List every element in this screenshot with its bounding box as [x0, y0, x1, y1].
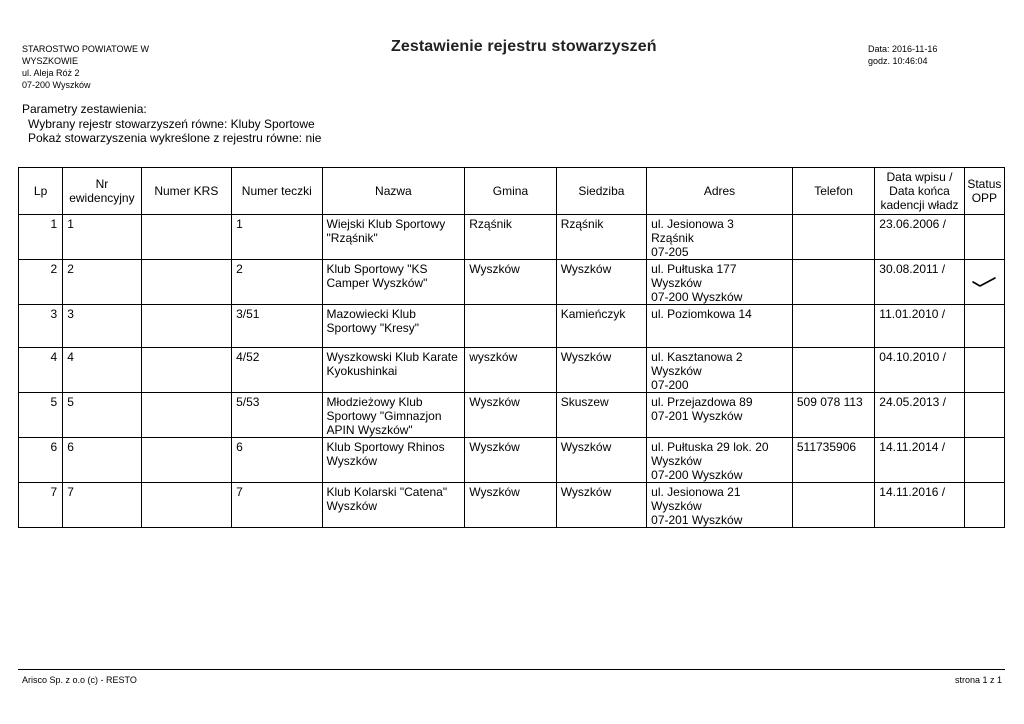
report-parameters — [22, 102, 321, 146]
cell-nr-ewidencyjny: 7 — [63, 483, 141, 528]
cell-nazwa: Wyszkowski Klub Karate Kyokushinkai — [322, 348, 465, 393]
column-header: Gmina — [465, 168, 556, 215]
register-table — [18, 167, 1005, 528]
cell-nr-ewidencyjny: 4 — [63, 348, 141, 393]
cell-telefon: 511735906 — [792, 438, 874, 483]
address-line: Wyszków — [651, 276, 702, 290]
cell-status-opp — [964, 260, 1004, 305]
checkmark-icon — [965, 276, 1004, 288]
cell-nazwa: Klub Kolarski "Catena" Wyszków — [322, 483, 465, 528]
cell-adres — [647, 305, 793, 348]
cell-lp: 2 — [19, 260, 63, 305]
cell-siedziba: Wyszków — [556, 348, 646, 393]
footer-copyright: Arisco Sp. z o.o (c) - RESTO — [22, 675, 137, 685]
column-header: Data wpisu / Data końca kadencji władz — [875, 168, 964, 215]
address-line: 07-200 Wyszków — [651, 290, 743, 304]
address-line: ul. Poziomkowa 14 — [651, 307, 752, 321]
cell-numer-krs — [141, 483, 231, 528]
cell-adres — [647, 483, 793, 528]
cell-numer-teczki: 5/53 — [232, 393, 322, 438]
cell-nazwa: Młodzieżowy Klub Sportowy "Gimnazjon APIN Wyszków" — [322, 393, 465, 438]
address-line: 07-205 — [651, 245, 689, 259]
cell-adres — [647, 348, 793, 393]
address-line: ul. Pułtuska 177 — [651, 262, 737, 276]
column-header: Telefon — [792, 168, 874, 215]
cell-status-opp — [964, 483, 1004, 528]
cell-gmina: wyszków — [465, 348, 556, 393]
cell-numer-krs — [141, 215, 231, 260]
address-line: ul. Kasztanowa 2 — [651, 350, 743, 364]
cell-lp: 1 — [19, 215, 63, 260]
column-header: Nazwa — [322, 168, 465, 215]
cell-lp: 4 — [19, 348, 63, 393]
document-title: Zestawienie rejestru stowarzyszeń — [391, 38, 657, 55]
cell-siedziba: Kamieńczyk — [556, 305, 646, 348]
cell-data-wpisu: 23.06.2006 / — [875, 215, 964, 260]
cell-gmina — [465, 305, 556, 348]
cell-numer-teczki: 6 — [232, 438, 322, 483]
cell-gmina: Wyszków — [465, 438, 556, 483]
cell-siedziba: Skuszew — [556, 393, 646, 438]
address-line: 07-201 Wyszków — [651, 409, 743, 423]
cell-data-wpisu: 30.08.2011 / — [875, 260, 964, 305]
page-number: strona 1 z 1 — [954, 675, 1002, 685]
cell-gmina: Wyszków — [465, 393, 556, 438]
cell-numer-krs — [141, 260, 231, 305]
address-line: Rząśnik — [651, 231, 694, 245]
footer-divider — [18, 669, 1005, 670]
org-line: ul. Aleja Róż 2 — [22, 68, 80, 78]
report-date: Data: 2016-11-16 — [868, 44, 938, 54]
cell-nr-ewidencyjny: 2 — [63, 260, 141, 305]
office-address — [22, 43, 149, 91]
cell-telefon — [792, 260, 874, 305]
column-header: Status OPP — [964, 168, 1004, 215]
table-row — [19, 260, 1005, 305]
address-line: Wyszków — [651, 364, 702, 378]
cell-siedziba: Wyszków — [556, 438, 646, 483]
address-line: 07-200 Wyszków — [651, 468, 743, 482]
cell-numer-teczki: 1 — [232, 215, 322, 260]
cell-adres — [647, 438, 793, 483]
cell-telefon: 509 078 113 — [792, 393, 874, 438]
cell-numer-teczki: 4/52 — [232, 348, 322, 393]
cell-gmina: Rząśnik — [465, 215, 556, 260]
address-line: Wyszków — [651, 499, 702, 513]
address-line: ul. Pułtuska 29 lok. 20 — [651, 440, 769, 454]
cell-numer-krs — [141, 438, 231, 483]
cell-gmina: Wyszków — [465, 483, 556, 528]
report-time: godz. 10:46:04 — [868, 56, 928, 66]
cell-siedziba: Wyszków — [556, 483, 646, 528]
table-row — [19, 348, 1005, 393]
table-row — [19, 393, 1005, 438]
column-header: Numer teczki — [232, 168, 322, 215]
cell-status-opp — [964, 438, 1004, 483]
address-line: ul. Jesionowa 21 — [651, 485, 741, 499]
cell-lp: 7 — [19, 483, 63, 528]
cell-adres — [647, 215, 793, 260]
address-line: 07-201 Wyszków — [651, 513, 743, 527]
cell-lp: 3 — [19, 305, 63, 348]
table-row — [19, 305, 1005, 348]
parameter-struck-off: Pokaż stowarzyszenia wykreślone z rejestru równe: nie — [28, 131, 322, 145]
table-row — [19, 483, 1005, 528]
cell-nazwa: Klub Sportowy Rhinos Wyszków — [322, 438, 465, 483]
cell-telefon — [792, 215, 874, 260]
cell-numer-teczki: 3/51 — [232, 305, 322, 348]
column-header: Nr ewidencyjny — [63, 168, 141, 215]
cell-data-wpisu: 24.05.2013 / — [875, 393, 964, 438]
column-header: Siedziba — [556, 168, 646, 215]
cell-status-opp — [964, 393, 1004, 438]
org-line: STAROSTWO POWIATOWE W — [22, 44, 149, 54]
cell-telefon — [792, 348, 874, 393]
address-line: 07-200 — [651, 378, 689, 392]
cell-lp: 6 — [19, 438, 63, 483]
table-row — [19, 438, 1005, 483]
cell-adres — [647, 260, 793, 305]
cell-gmina: Wyszków — [465, 260, 556, 305]
cell-numer-krs — [141, 393, 231, 438]
parameters-heading: Parametry zestawienia: — [22, 102, 147, 116]
cell-lp: 5 — [19, 393, 63, 438]
cell-telefon — [792, 483, 874, 528]
table-row — [19, 215, 1005, 260]
address-line: Wyszków — [651, 454, 702, 468]
cell-numer-krs — [141, 305, 231, 348]
parameter-register: Wybrany rejestr stowarzyszeń równe: Kluby Sportowe — [28, 116, 315, 131]
cell-numer-krs — [141, 348, 231, 393]
column-header: Adres — [647, 168, 793, 215]
cell-nr-ewidencyjny: 1 — [63, 215, 141, 260]
cell-telefon — [792, 305, 874, 348]
cell-adres — [647, 393, 793, 438]
column-header: Numer KRS — [141, 168, 231, 215]
org-line: 07-200 Wyszków — [22, 80, 91, 90]
cell-data-wpisu: 14.11.2014 / — [875, 438, 964, 483]
table-header-row — [19, 168, 1005, 215]
cell-data-wpisu: 14.11.2016 / — [875, 483, 964, 528]
cell-nr-ewidencyjny: 5 — [63, 393, 141, 438]
cell-status-opp — [964, 215, 1004, 260]
cell-nr-ewidencyjny: 6 — [63, 438, 141, 483]
cell-nr-ewidencyjny: 3 — [63, 305, 141, 348]
cell-status-opp — [964, 348, 1004, 393]
column-header: Lp — [19, 168, 63, 215]
cell-nazwa: Klub Sportowy "KS Camper Wyszków" — [322, 260, 465, 305]
cell-numer-teczki: 7 — [232, 483, 322, 528]
cell-siedziba: Wyszków — [556, 260, 646, 305]
cell-nazwa: Mazowiecki Klub Sportowy "Kresy" — [322, 305, 465, 348]
address-line: ul. Jesionowa 3 — [651, 217, 734, 231]
cell-numer-teczki: 2 — [232, 260, 322, 305]
cell-data-wpisu: 04.10.2010 / — [875, 348, 964, 393]
org-line: WYSZKOWIE — [22, 56, 78, 66]
cell-siedziba: Rząśnik — [556, 215, 646, 260]
cell-status-opp — [964, 305, 1004, 348]
cell-nazwa: Wiejski Klub Sportowy "Rząśnik" — [322, 215, 465, 260]
address-line: ul. Przejazdowa 89 — [651, 395, 753, 409]
cell-data-wpisu: 11.01.2010 / — [875, 305, 964, 348]
report-timestamp — [868, 43, 937, 67]
